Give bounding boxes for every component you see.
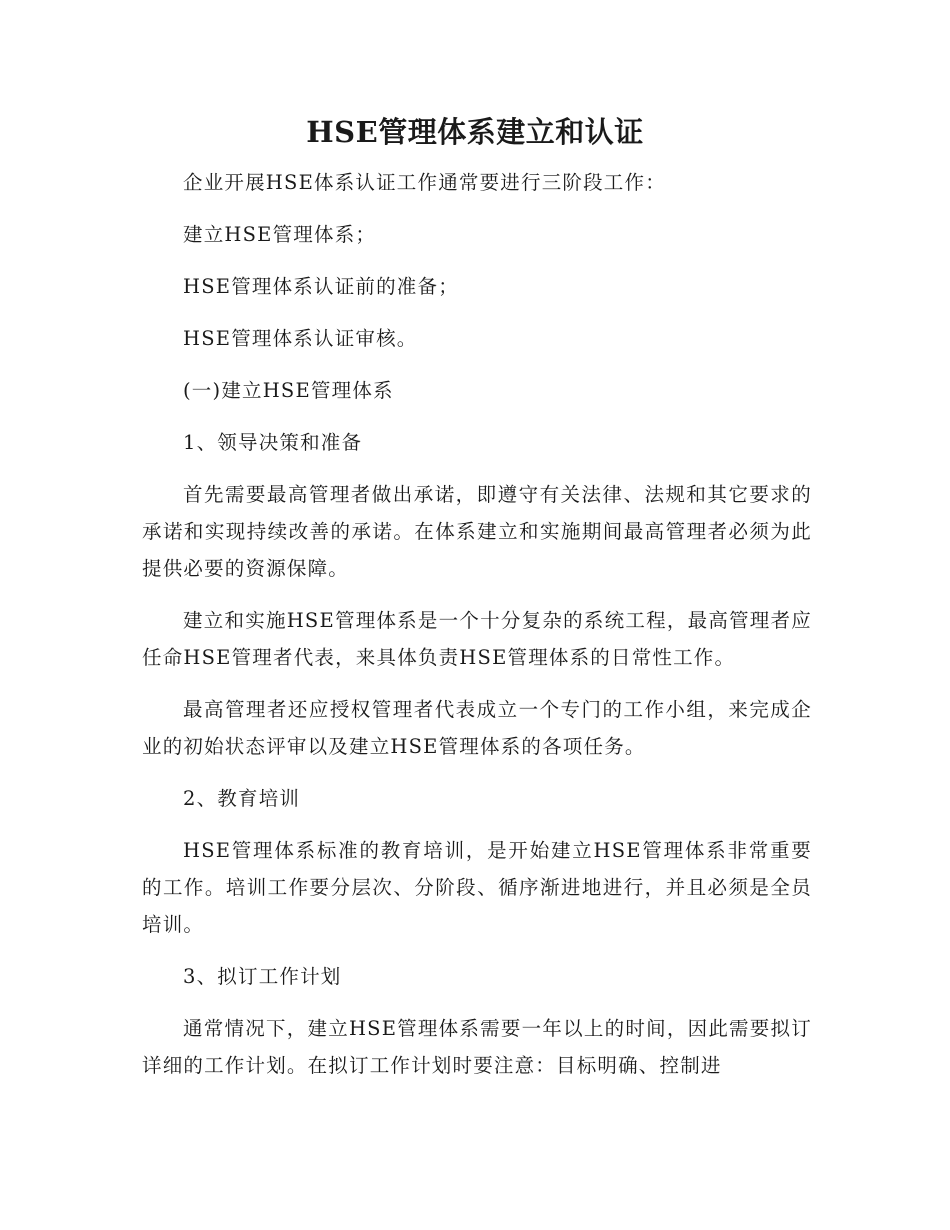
- subsection-heading-training: 2、教育培训: [183, 787, 301, 810]
- paragraph-intro: 企业开展HSE体系认证工作通常要进行三阶段工作：: [183, 171, 666, 194]
- document-title: HSE管理体系建立和认证: [306, 115, 644, 149]
- section-heading-1: (一)建立HSE管理体系: [183, 379, 394, 402]
- paragraph-training: HSE管理体系标准的教育培训，是开始建立HSE管理体系非常重要的工作。培训工作要分层次、分阶段、循序渐进地进行，并且必须是全员培训。: [142, 839, 812, 936]
- paragraph-representative: 建立和实施HSE管理体系是一个十分复杂的系统工程，最高管理者应任命HSE管理者代表，来具体负责HSE管理体系的日常性工作。: [142, 609, 812, 669]
- paragraph-plan: 通常情况下，建立HSE管理体系需要一年以上的时间，因此需要拟订详细的工作计划。在拟订工作计划时要注意：目标明确、控制进: [142, 1017, 812, 1077]
- paragraph-working-group: 最高管理者还应授权管理者代表成立一个专门的工作小组，来完成企业的初始状态评审以及建立HSE管理体系的各项任务。: [142, 698, 812, 758]
- paragraph-commitment: 首先需要最高管理者做出承诺，即遵守有关法律、法规和其它要求的承诺和实现持续改善的承诺。在体系建立和实施期间最高管理者必须为此提供必要的资源保障。: [142, 483, 812, 580]
- list-item-establish: 建立HSE管理体系；: [183, 223, 377, 246]
- list-item-prepare: HSE管理体系认证前的准备；: [183, 275, 459, 298]
- document-body: [142, 164, 812, 1084]
- subsection-heading-leadership: 1、领导决策和准备: [183, 431, 363, 454]
- subsection-heading-plan: 3、拟订工作计划: [183, 965, 342, 988]
- list-item-audit: HSE管理体系认证审核。: [183, 327, 418, 350]
